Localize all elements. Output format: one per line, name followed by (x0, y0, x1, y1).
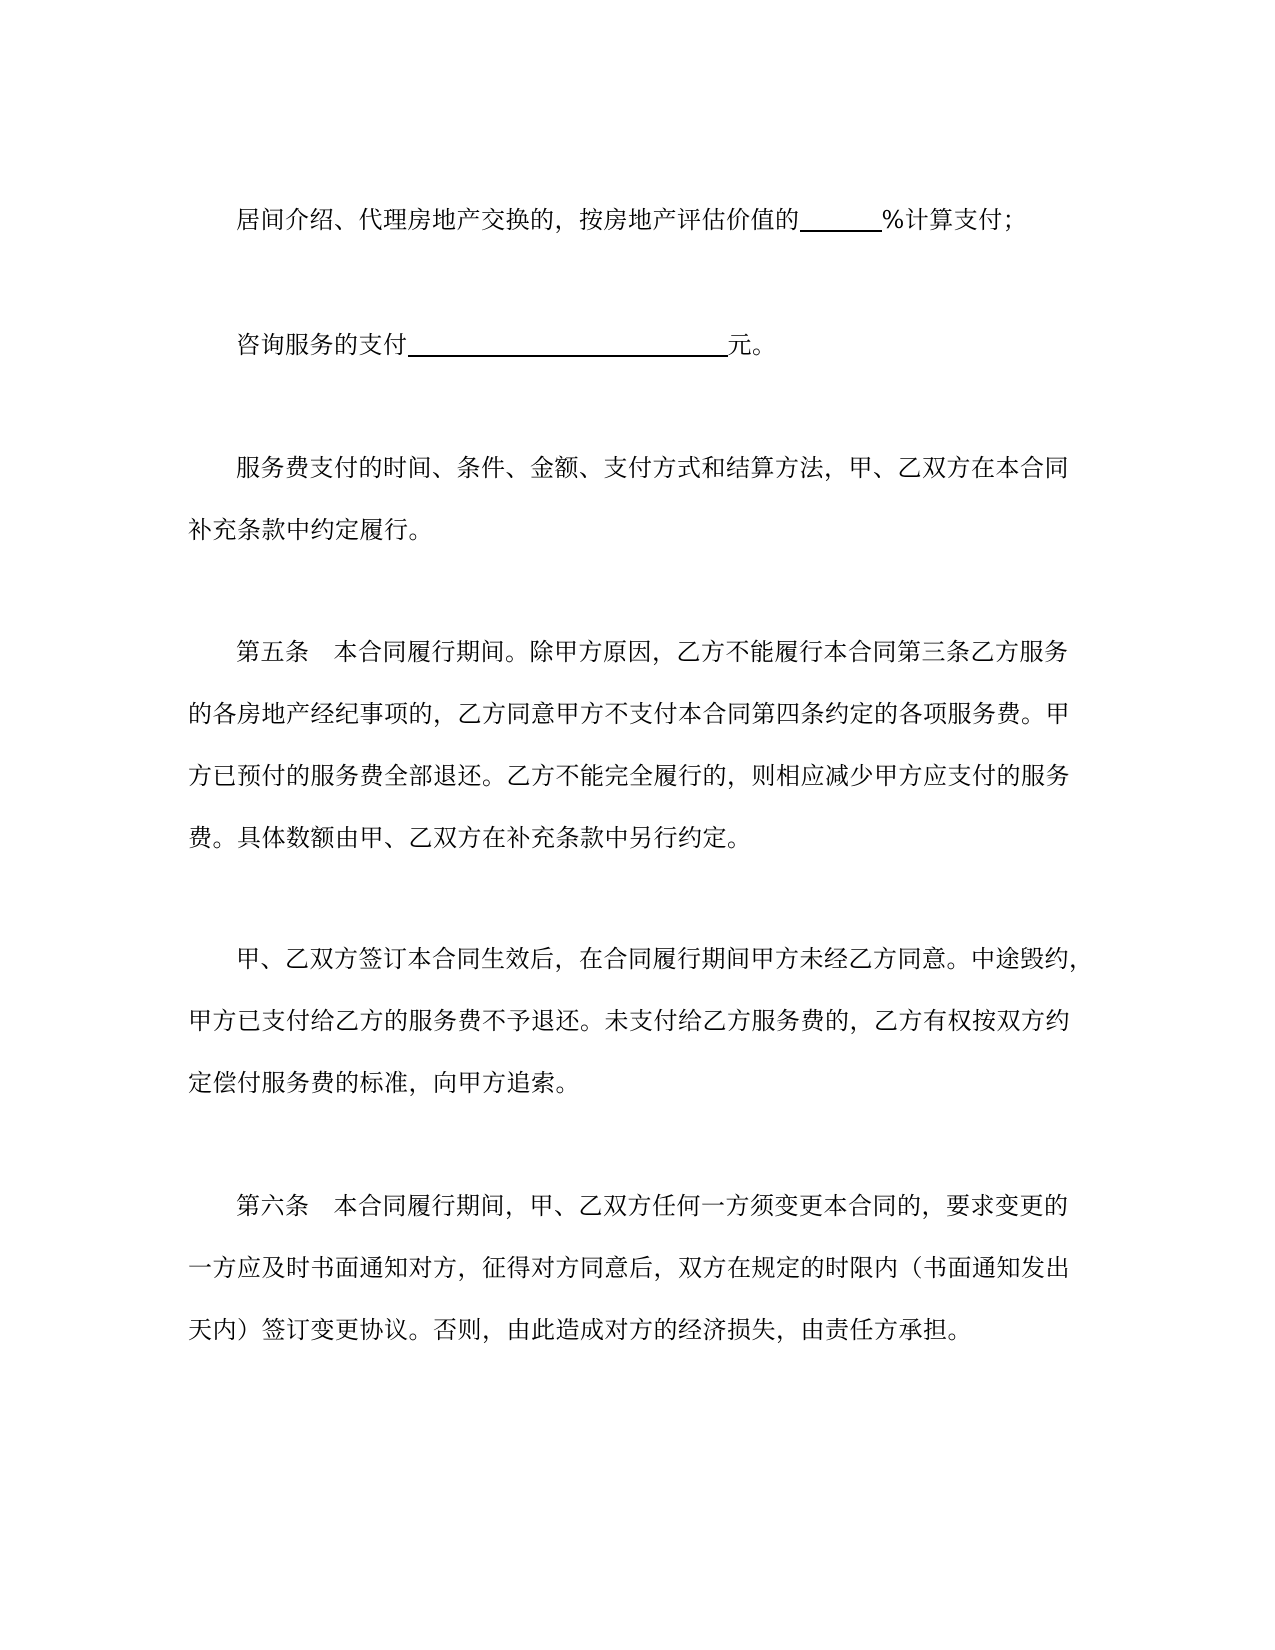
paragraph-consulting-fee (188, 314, 1088, 376)
paragraph-line: 甲、乙双方签订本合同生效后，在合同履行期间甲方未经乙方同意。中途毁约， (236, 945, 1094, 973)
text-segment: 元。 (727, 331, 777, 359)
fill-in-blank-amount (408, 327, 728, 357)
paragraph-line: 费。具体数额由甲、乙双方在补充条款中另行约定。 (188, 824, 752, 852)
paragraph-line: 服务费支付的时间、条件、金额、支付方式和结算方法，甲、乙双方在本合同 (236, 454, 1069, 482)
paragraph-line: 定偿付服务费的标准，向甲方追索。 (188, 1069, 580, 1097)
paragraph-article-five (188, 621, 1088, 869)
paragraph-line: 一方应及时书面通知对方，征得对方同意后，双方在规定的时限内（书面通知发出 (188, 1254, 1070, 1282)
paragraph-line (188, 314, 1088, 376)
paragraph-line (188, 621, 1088, 683)
paragraph-line: 补充条款中约定履行。 (188, 516, 433, 544)
paragraph-line: 天内）签订变更协议。否则，由此造成对方的经济损失，由责任方承担。 (188, 1316, 972, 1344)
text-segment: 本合同履行期间，甲、乙双方任何一方须变更本合同的，要求变更的 (333, 1192, 1069, 1220)
paragraph-article-six (188, 1175, 1088, 1361)
fill-in-blank-percent (800, 202, 882, 232)
paragraph-line: 甲方已支付给乙方的服务费不予退还。未支付给乙方服务费的，乙方有权按双方约 (188, 1007, 1070, 1035)
text-segment: %计算支付； (881, 206, 1028, 234)
article-number: 第五条 (236, 638, 310, 666)
text-segment: 咨询服务的支付 (236, 331, 408, 359)
text-segment: 居间介绍、代理房地产交换的，按房地产评估价值的 (236, 206, 800, 234)
paragraph-line: 方已预付的服务费全部退还。乙方不能完全履行的，则相应减少甲方应支付的服务 (188, 762, 1070, 790)
paragraph-line (188, 1175, 1088, 1237)
paragraph-line: 的各房地产经纪事项的，乙方同意甲方不支付本合同第四条约定的各项服务费。甲 (188, 700, 1070, 728)
paragraph-payment-terms (188, 437, 1088, 561)
text-segment: 本合同履行期间。除甲方原因，乙方不能履行本合同第三条乙方服务 (333, 638, 1069, 666)
paragraph-breach (188, 928, 1094, 1114)
paragraph-line (188, 189, 1088, 251)
article-number: 第六条 (236, 1192, 310, 1220)
paragraph-exchange-fee (188, 189, 1088, 251)
